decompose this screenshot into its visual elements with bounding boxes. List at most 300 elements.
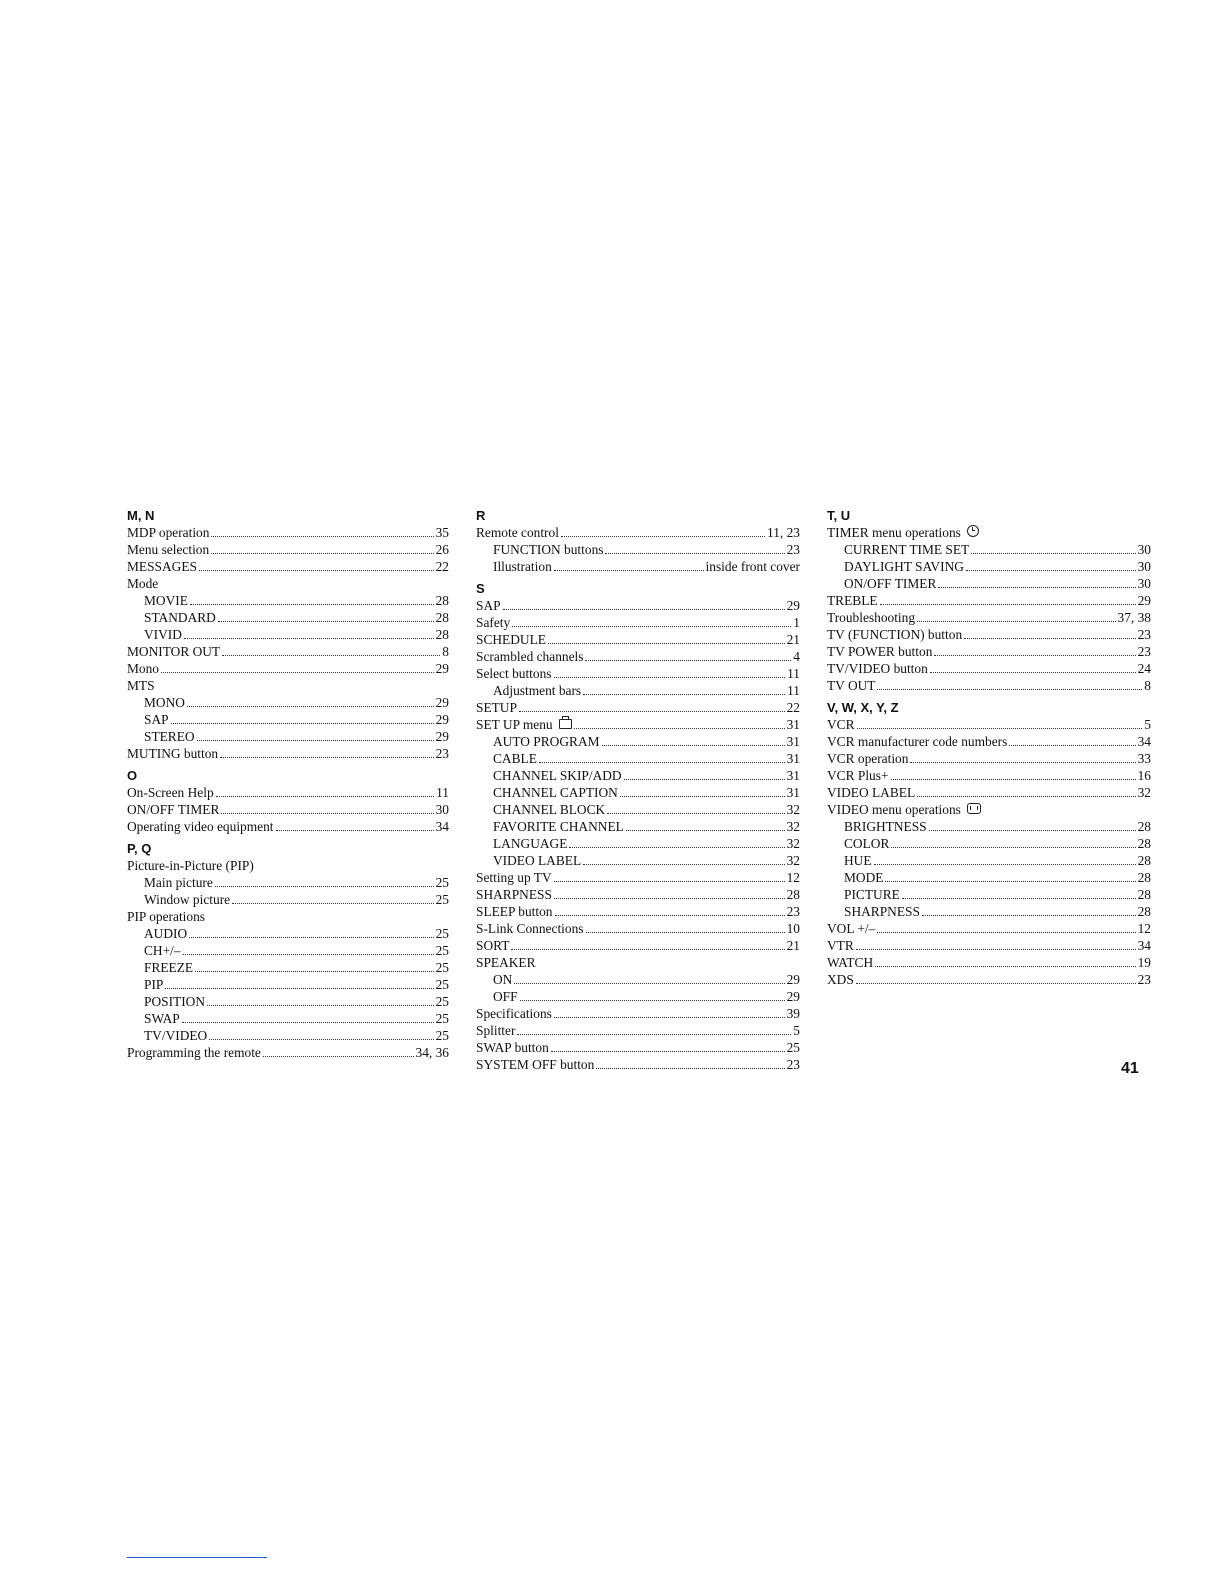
entry-term: FUNCTION buttons bbox=[493, 542, 604, 557]
leader-dots bbox=[220, 745, 433, 758]
index-entry-pip bbox=[127, 976, 449, 993]
entry-page-ref: 5 bbox=[1144, 717, 1151, 732]
leader-dots bbox=[561, 524, 765, 537]
entry-term: VCR manufacturer code numbers bbox=[827, 734, 1008, 749]
entry-page-ref: 23 bbox=[786, 904, 800, 919]
index-entry-mode bbox=[127, 575, 449, 592]
entry-page-ref: 23 bbox=[435, 746, 449, 761]
index-entry-daylight-saving bbox=[827, 558, 1151, 575]
index-entry-sap bbox=[127, 711, 449, 728]
section-heading-m-n: M, N bbox=[127, 508, 155, 523]
leader-dots bbox=[917, 784, 1135, 797]
index-entry-current-time-set bbox=[827, 541, 1151, 558]
entry-page-ref: 32 bbox=[1137, 785, 1151, 800]
entry-term: STANDARD bbox=[144, 610, 216, 625]
entry-term: WATCH bbox=[827, 955, 874, 970]
entry-page-ref: 8 bbox=[442, 644, 449, 659]
leader-dots bbox=[183, 942, 434, 955]
leader-dots bbox=[514, 971, 784, 984]
leader-dots bbox=[569, 835, 784, 848]
entry-page-ref: 28 bbox=[1137, 904, 1151, 919]
toolbox-icon bbox=[559, 719, 572, 729]
footer-rule bbox=[127, 1557, 267, 1558]
leader-dots bbox=[512, 614, 791, 627]
index-entry-on-off-timer bbox=[127, 801, 449, 818]
leader-dots bbox=[517, 1022, 791, 1035]
index-entry-tv-function-button bbox=[827, 626, 1151, 643]
entry-term: Select buttons bbox=[476, 666, 552, 681]
index-entry-pip-operations bbox=[127, 908, 449, 925]
leader-dots bbox=[875, 954, 1135, 967]
section-heading-o: O bbox=[127, 768, 138, 783]
entry-term: PIP bbox=[144, 977, 164, 992]
index-entry-speaker bbox=[476, 954, 800, 971]
entry-page-ref: 23 bbox=[786, 542, 800, 557]
index-entry-color bbox=[827, 835, 1151, 852]
leader-dots bbox=[222, 643, 440, 656]
leader-dots bbox=[624, 767, 785, 780]
leader-dots bbox=[197, 728, 434, 741]
leader-dots bbox=[182, 1010, 434, 1023]
clock-icon bbox=[967, 525, 979, 537]
entry-page-ref: 24 bbox=[1137, 661, 1151, 676]
entry-page-ref: 31 bbox=[786, 768, 800, 783]
entry-term: FREEZE bbox=[144, 960, 194, 975]
index-entry-ch bbox=[127, 942, 449, 959]
entry-page-ref: 35 bbox=[435, 525, 449, 540]
leader-dots bbox=[263, 1044, 414, 1057]
section-heading-s: S bbox=[476, 581, 485, 596]
index-entry-system-off-button bbox=[476, 1056, 800, 1073]
entry-term: TV (FUNCTION) button bbox=[827, 627, 963, 642]
entry-page-ref: 37, 38 bbox=[1117, 610, 1151, 625]
leader-dots bbox=[971, 541, 1135, 554]
leader-dots bbox=[554, 665, 786, 678]
index-entry-illustration bbox=[476, 558, 800, 575]
entry-page-ref: 22 bbox=[435, 559, 449, 574]
leader-dots bbox=[1009, 733, 1135, 746]
index-entry-setting-up-tv bbox=[476, 869, 800, 886]
entry-term: AUTO PROGRAM bbox=[493, 734, 600, 749]
index-entry-vcr-plus bbox=[827, 767, 1151, 784]
index-entry-splitter bbox=[476, 1022, 800, 1039]
leader-dots bbox=[211, 541, 433, 554]
index-entry-schedule bbox=[476, 631, 800, 648]
index-entry-mode bbox=[827, 869, 1151, 886]
index-entry-mdp-operation bbox=[127, 524, 449, 541]
entry-term: VCR operation bbox=[827, 751, 909, 766]
entry-page-ref: 25 bbox=[435, 1011, 449, 1026]
entry-page-ref: 23 bbox=[1137, 627, 1151, 642]
entry-page-ref: 25 bbox=[786, 1040, 800, 1055]
leader-dots bbox=[929, 818, 1136, 831]
index-entry-safety bbox=[476, 614, 800, 631]
leader-dots bbox=[605, 541, 784, 554]
index-entry-tv-video bbox=[127, 1027, 449, 1044]
entry-page-ref: 25 bbox=[435, 977, 449, 992]
index-entry-favorite-channel bbox=[476, 818, 800, 835]
leader-dots bbox=[583, 682, 785, 695]
leader-dots bbox=[574, 716, 785, 729]
index-entry-language bbox=[476, 835, 800, 852]
entry-term: MOVIE bbox=[144, 593, 188, 608]
entry-term: PICTURE bbox=[844, 887, 900, 902]
entry-term: CHANNEL SKIP/ADD bbox=[493, 768, 622, 783]
entry-term: FAVORITE CHANNEL bbox=[493, 819, 624, 834]
index-entry-video-label bbox=[476, 852, 800, 869]
index-entry-tv-power-button bbox=[827, 643, 1151, 660]
index-column-middle bbox=[476, 507, 800, 1073]
entry-page-ref: 11 bbox=[787, 683, 800, 698]
entry-page-ref: 29 bbox=[435, 712, 449, 727]
entry-page-ref: 25 bbox=[435, 892, 449, 907]
entry-term: TV/VIDEO bbox=[144, 1028, 208, 1043]
entry-term: Operating video equipment bbox=[127, 819, 274, 834]
entry-term: Menu selection bbox=[127, 542, 210, 557]
index-entry-mono bbox=[127, 694, 449, 711]
entry-page-ref: 34 bbox=[1137, 734, 1151, 749]
entry-term: VTR bbox=[827, 938, 854, 953]
entry-page-ref: 30 bbox=[435, 802, 449, 817]
index-entry-s-link-connections bbox=[476, 920, 800, 937]
entry-page-ref: 1 bbox=[793, 615, 800, 630]
entry-page-ref: 33 bbox=[1137, 751, 1151, 766]
leader-dots bbox=[583, 852, 784, 865]
entry-term: MONITOR OUT bbox=[127, 644, 221, 659]
entry-page-ref: 28 bbox=[1137, 870, 1151, 885]
entry-term: Splitter bbox=[476, 1023, 516, 1038]
entry-page-ref: 30 bbox=[1137, 576, 1151, 591]
entry-term: CURRENT TIME SET bbox=[844, 542, 970, 557]
entry-page-ref: 4 bbox=[793, 649, 800, 664]
entry-term: SAP bbox=[476, 598, 501, 613]
leader-dots bbox=[503, 597, 785, 610]
entry-page-ref: 23 bbox=[786, 1057, 800, 1072]
entry-page-ref: 31 bbox=[786, 785, 800, 800]
index-entry-vtr bbox=[827, 937, 1151, 954]
index-entry-video-menu-operations bbox=[827, 801, 1151, 818]
entry-term: XDS bbox=[827, 972, 854, 987]
leader-dots bbox=[554, 558, 704, 571]
leader-dots bbox=[856, 971, 1136, 984]
leader-dots bbox=[218, 609, 434, 622]
leader-dots bbox=[216, 784, 434, 797]
entry-page-ref: 25 bbox=[435, 960, 449, 975]
leader-dots bbox=[857, 716, 1143, 729]
entry-page-ref: 11, 23 bbox=[767, 525, 800, 540]
entry-term: COLOR bbox=[844, 836, 890, 851]
index-entry-hue bbox=[827, 852, 1151, 869]
leader-dots bbox=[161, 660, 434, 673]
leader-dots bbox=[539, 750, 785, 763]
entry-page-ref: 29 bbox=[786, 598, 800, 613]
entry-term: ON bbox=[493, 972, 513, 987]
index-entry-troubleshooting bbox=[827, 609, 1151, 626]
entry-page-ref: 23 bbox=[1137, 972, 1151, 987]
leader-dots bbox=[554, 869, 785, 882]
index-entry-vivid bbox=[127, 626, 449, 643]
entry-term: TV OUT bbox=[827, 678, 876, 693]
leader-dots bbox=[877, 920, 1135, 933]
entry-term: MESSAGES bbox=[127, 559, 197, 574]
entry-page-ref: 21 bbox=[786, 938, 800, 953]
leader-dots bbox=[586, 920, 785, 933]
entry-page-ref: 25 bbox=[435, 875, 449, 890]
index-entry-position bbox=[127, 993, 449, 1010]
entry-page-ref: 32 bbox=[786, 802, 800, 817]
entry-page-ref: 10 bbox=[786, 921, 800, 936]
entry-term: SYSTEM OFF button bbox=[476, 1057, 595, 1072]
index-entry-sleep-button bbox=[476, 903, 800, 920]
entry-term: On-Screen Help bbox=[127, 785, 214, 800]
index-column-right bbox=[827, 507, 1151, 988]
video-icon bbox=[967, 803, 981, 814]
entry-page-ref: 28 bbox=[1137, 887, 1151, 902]
entry-term: VCR bbox=[827, 717, 855, 732]
leader-dots bbox=[511, 937, 784, 950]
entry-term: SCHEDULE bbox=[476, 632, 546, 647]
entry-page-ref: 34, 36 bbox=[415, 1045, 449, 1060]
entry-term: AUDIO bbox=[144, 926, 188, 941]
entry-page-ref: 32 bbox=[786, 819, 800, 834]
entry-page-ref: 25 bbox=[435, 926, 449, 941]
index-entry-setup bbox=[476, 699, 800, 716]
entry-page-ref: 39 bbox=[786, 1006, 800, 1021]
leader-dots bbox=[221, 801, 433, 814]
entry-term: MONO bbox=[144, 695, 185, 710]
index-entry-vcr-manufacturer-code-numbers bbox=[827, 733, 1151, 750]
index-entry-sap bbox=[476, 597, 800, 614]
entry-page-ref: 25 bbox=[435, 994, 449, 1009]
entry-page-ref: 19 bbox=[1137, 955, 1151, 970]
index-entry-movie bbox=[127, 592, 449, 609]
index-entry-main-picture bbox=[127, 874, 449, 891]
index-entry-muting-button bbox=[127, 745, 449, 762]
entry-term: Adjustment bars bbox=[493, 683, 582, 698]
leader-dots bbox=[276, 818, 434, 831]
leader-dots bbox=[215, 874, 434, 887]
leader-dots bbox=[190, 592, 434, 605]
index-entry-on bbox=[476, 971, 800, 988]
leader-dots bbox=[519, 699, 785, 712]
entry-term: MDP operation bbox=[127, 525, 210, 540]
entry-page-ref: 28 bbox=[435, 593, 449, 608]
leader-dots bbox=[209, 1027, 433, 1040]
index-entry-set-up-menu bbox=[476, 716, 800, 733]
index-entry-monitor-out bbox=[127, 643, 449, 660]
leader-dots bbox=[902, 886, 1136, 899]
leader-dots bbox=[891, 767, 1136, 780]
leader-dots bbox=[964, 626, 1135, 639]
entry-term: Illustration bbox=[493, 559, 552, 574]
entry-page-ref: 34 bbox=[1137, 938, 1151, 953]
section-heading-r: R bbox=[476, 508, 486, 523]
leader-dots bbox=[555, 903, 785, 916]
index-entry-scrambled-channels bbox=[476, 648, 800, 665]
entry-page-ref: 28 bbox=[435, 610, 449, 625]
leader-dots bbox=[910, 750, 1135, 763]
index-entry-menu-selection bbox=[127, 541, 449, 558]
index-entry-remote-control bbox=[476, 524, 800, 541]
entry-term: CHANNEL BLOCK bbox=[493, 802, 606, 817]
leader-dots bbox=[189, 925, 433, 938]
index-entry-sharpness bbox=[476, 886, 800, 903]
entry-term: SPEAKER bbox=[476, 955, 536, 970]
entry-term: PIP operations bbox=[127, 909, 205, 924]
index-entry-watch bbox=[827, 954, 1151, 971]
entry-page-ref: 11 bbox=[436, 785, 449, 800]
index-entry-brightness bbox=[827, 818, 1151, 835]
index-entry-auto-program bbox=[476, 733, 800, 750]
entry-term: STEREO bbox=[144, 729, 195, 744]
entry-term: TV POWER button bbox=[827, 644, 933, 659]
index-entry-timer-menu-operations bbox=[827, 524, 1151, 541]
index-entry-specifications bbox=[476, 1005, 800, 1022]
index-entry-off bbox=[476, 988, 800, 1005]
entry-term: LANGUAGE bbox=[493, 836, 568, 851]
entry-term: Remote control bbox=[476, 525, 559, 540]
entry-page-ref: 8 bbox=[1144, 678, 1151, 693]
entry-term: SWAP bbox=[144, 1011, 180, 1026]
entry-page-ref: 12 bbox=[1137, 921, 1151, 936]
index-entry-picture bbox=[827, 886, 1151, 903]
leader-dots bbox=[934, 643, 1135, 656]
leader-dots bbox=[877, 677, 1142, 690]
entry-page-ref: 29 bbox=[435, 729, 449, 744]
index-entry-adjustment-bars bbox=[476, 682, 800, 699]
entry-term: VIDEO LABEL bbox=[493, 853, 582, 868]
leader-dots bbox=[232, 891, 434, 904]
leader-dots bbox=[165, 976, 433, 989]
entry-term: TV/VIDEO button bbox=[827, 661, 928, 676]
entry-term: TREBLE bbox=[827, 593, 878, 608]
entry-term: SLEEP button bbox=[476, 904, 553, 919]
entry-term: SETUP bbox=[476, 700, 517, 715]
leader-dots bbox=[874, 852, 1136, 865]
leader-dots bbox=[620, 784, 785, 797]
leader-dots bbox=[596, 1056, 784, 1069]
entry-term: VIDEO menu operations bbox=[827, 802, 961, 817]
entry-term: VOL +/– bbox=[827, 921, 876, 936]
index-entry-video-label bbox=[827, 784, 1151, 801]
index-entry-operating-video-equipment bbox=[127, 818, 449, 835]
entry-page-ref: 16 bbox=[1137, 768, 1151, 783]
leader-dots bbox=[171, 711, 434, 724]
entry-page-ref: 34 bbox=[435, 819, 449, 834]
index-entry-freeze bbox=[127, 959, 449, 976]
leader-dots bbox=[551, 1039, 785, 1052]
leader-dots bbox=[602, 733, 785, 746]
leader-dots bbox=[922, 903, 1136, 916]
entry-term: VIDEO LABEL bbox=[827, 785, 916, 800]
leader-dots bbox=[966, 558, 1136, 571]
index-entry-messages bbox=[127, 558, 449, 575]
entry-term: Picture-in-Picture (PIP) bbox=[127, 858, 254, 873]
entry-term: Programming the remote bbox=[127, 1045, 261, 1060]
entry-page-ref: 30 bbox=[1137, 559, 1151, 574]
index-column-left bbox=[127, 507, 449, 1061]
entry-page-ref: 29 bbox=[435, 695, 449, 710]
index-entry-stereo bbox=[127, 728, 449, 745]
entry-term: TIMER menu operations bbox=[827, 525, 961, 540]
entry-page-ref: 30 bbox=[1137, 542, 1151, 557]
index-entry-function-buttons bbox=[476, 541, 800, 558]
section-heading-p-q: P, Q bbox=[127, 841, 152, 856]
index-entry-picture-in-picture-pip bbox=[127, 857, 449, 874]
index-entry-sharpness bbox=[827, 903, 1151, 920]
leader-dots bbox=[211, 524, 433, 537]
entry-term: MTS bbox=[127, 678, 155, 693]
entry-term: VIVID bbox=[144, 627, 182, 642]
leader-dots bbox=[938, 575, 1135, 588]
index-entry-window-picture bbox=[127, 891, 449, 908]
entry-term: Mono bbox=[127, 661, 159, 676]
entry-page-ref: 31 bbox=[786, 734, 800, 749]
index-entry-on-screen-help bbox=[127, 784, 449, 801]
entry-term: Troubleshooting bbox=[827, 610, 916, 625]
leader-dots bbox=[891, 835, 1135, 848]
entry-page-ref: 29 bbox=[786, 989, 800, 1004]
leader-dots bbox=[930, 660, 1136, 673]
entry-page-ref: 28 bbox=[1137, 853, 1151, 868]
entry-page-ref: 23 bbox=[1137, 644, 1151, 659]
index-entry-tv-video-button bbox=[827, 660, 1151, 677]
index-entry-treble bbox=[827, 592, 1151, 609]
entry-page-ref: 29 bbox=[786, 972, 800, 987]
entry-term: CHANNEL CAPTION bbox=[493, 785, 618, 800]
leader-dots bbox=[195, 959, 434, 972]
entry-page-ref: 21 bbox=[786, 632, 800, 647]
entry-term: Safety bbox=[476, 615, 511, 630]
index-entry-channel-skip-add bbox=[476, 767, 800, 784]
index-entry-channel-block bbox=[476, 801, 800, 818]
entry-page-ref: 32 bbox=[786, 853, 800, 868]
entry-term: Setting up TV bbox=[476, 870, 552, 885]
entry-page-ref: 29 bbox=[1137, 593, 1151, 608]
entry-term: CABLE bbox=[493, 751, 537, 766]
entry-term: HUE bbox=[844, 853, 872, 868]
entry-page-ref: inside front cover bbox=[705, 559, 800, 574]
page-number: 41 bbox=[1121, 1060, 1139, 1077]
index-entry-swap bbox=[127, 1010, 449, 1027]
entry-page-ref: 31 bbox=[786, 717, 800, 732]
index-entry-on-off-timer bbox=[827, 575, 1151, 592]
leader-dots bbox=[607, 801, 784, 814]
entry-page-ref: 31 bbox=[786, 751, 800, 766]
entry-page-ref: 25 bbox=[435, 1028, 449, 1043]
entry-term: SAP bbox=[144, 712, 169, 727]
section-heading-t-u: T, U bbox=[827, 508, 851, 523]
entry-term: POSITION bbox=[144, 994, 206, 1009]
leader-dots bbox=[184, 626, 434, 639]
entry-term: Main picture bbox=[144, 875, 213, 890]
index-entry-tv-out bbox=[827, 677, 1151, 694]
entry-page-ref: 26 bbox=[435, 542, 449, 557]
leader-dots bbox=[856, 937, 1136, 950]
index-entry-vcr-operation bbox=[827, 750, 1151, 767]
entry-term: BRIGHTNESS bbox=[844, 819, 927, 834]
section-heading-v-w-x-y-z: V, W, X, Y, Z bbox=[827, 700, 899, 715]
entry-page-ref: 22 bbox=[786, 700, 800, 715]
index-entry-channel-caption bbox=[476, 784, 800, 801]
leader-dots bbox=[585, 648, 791, 661]
index-entry-audio bbox=[127, 925, 449, 942]
leader-dots bbox=[548, 631, 785, 644]
leader-dots bbox=[520, 988, 785, 1001]
leader-dots bbox=[626, 818, 785, 831]
entry-term: SORT bbox=[476, 938, 510, 953]
index-entry-standard bbox=[127, 609, 449, 626]
